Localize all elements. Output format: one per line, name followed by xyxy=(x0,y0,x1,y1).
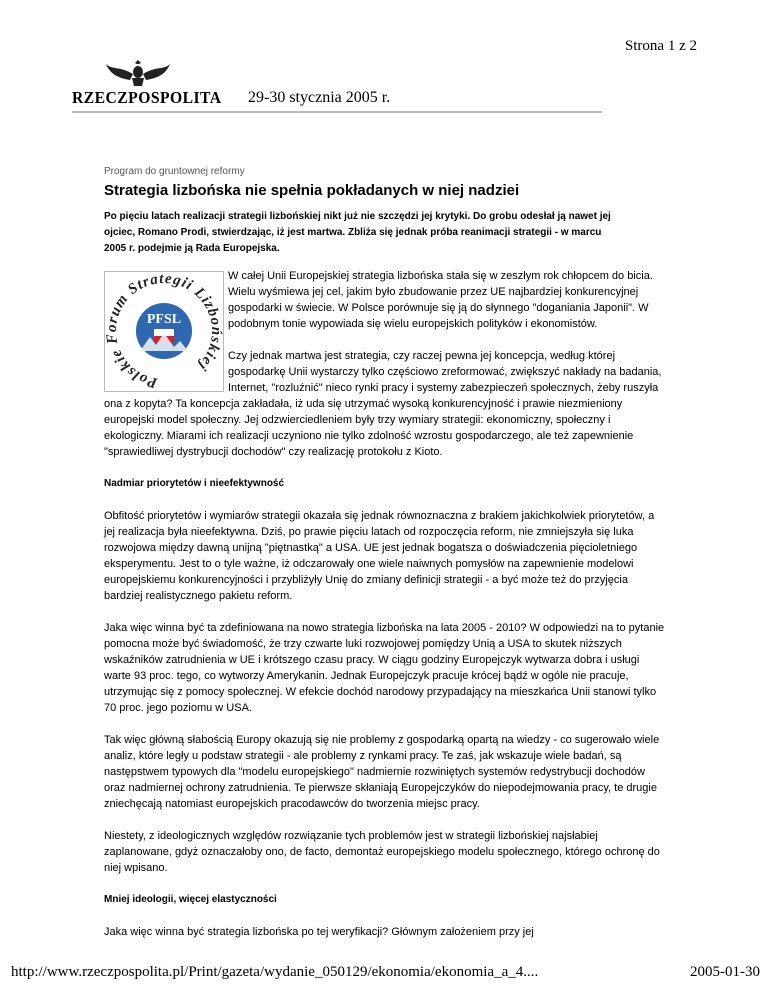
page-number: Strona 1 z 2 xyxy=(624,38,697,54)
article-paragraph: W całej Unii Europejskiej strategia lizbońska stała się w zeszłym rok chłopcem do bicia. Wielu wyśmiewa jej cel, jakim było zbudowanie przez UE najbardziej konkurencyjnej gospodarki w świecie. W Polsce porównuje się ją do słynnego "doganiania Japonii". W podobnym tonie wypowiada się wielu europejskich polityków i ekonomistów. xyxy=(228,270,653,330)
article-paragraph: Czy jednak martwa jest strategia, czy raczej pewna jej koncepcja, według której gospodarkę Unii wystarczy tylko częściowo zreformować, zwiększyć nakłady na badania, Internet, "rozluźnić" nieco rynki pracy i systemy zabezpieczeń społecznych, żeby ruszyła ona z kopyta? Ta koncepcja zakładała, iż uda się utrzymać wysoką konkurencyjność i prawie niezmieniony europejski model społeczny. Jej odzwierciedleniem były trzy wymiary strategii: ekonomiczny, społeczny i ekologiczny. Miarami ich realizacji uczyniono nie tylko zdolność wzrostu gospodarczego, ale też zapewnienie "sprawiedliwej dystrybucji dochodów" czy realizację protokołu z Kioto. xyxy=(104,350,662,458)
masthead xyxy=(72,60,602,116)
article-body xyxy=(104,268,668,956)
article-paragraph: Tak więc główną słabością Europy okazują się nie problemy z gospodarką opartą na wiedzy - co sugerowało wiele analiz, które legły u podstaw strategii - ale problemy z rynkami pracy. Te zaś, jak wskazuje wiele badań, są następstwem typowych dla "modelu europejskiego" nadmiernie rozwiniętych systemów redystrybucji dochodów oraz nadmiernej ochrony zatrudnienia. Te pierwsze skłaniają Europejczyków do niepodejmowania pracy, te drugie zniechęcają natomiast europejskich pracodawców do tworzenia miejsc pracy. xyxy=(104,734,660,810)
article-paragraph: Niestety, z ideologicznych względów rozwiązanie tych problemów jest w strategii lizbońskiej najsłabiej zaplanowane, gdyż oznaczałoby ono, de facto, demontaż europejskiego modelu społecznego, którego ochronę do niej wpisano. xyxy=(104,830,660,874)
edition-date: 29-30 stycznia 2005 r. xyxy=(248,89,391,106)
article-paragraph: Obfitość priorytetów i wymiarów strategii okazała się jednak równoznaczna z brakiem jakichkolwiek priorytetów, a jej realizacja była nieefektywna. Dziś, po prawie pięciu latach od rozpoczęcia reform, nie zmniejszyła się luka rozwojowa między dawną unijną "piętnastką" a USA. UE jest jednak bogatsza o doświadczenia pięcioletniego eksperymentu. Jest to o tyle ważne, iż odczarowały one wiele naiwnych pomysłów na zapewnienie modelowi europejskiemu konkurencyjności i przybliżyły Unię do zmiany definicji strategii - a być może też do przyjęcia bardziej realistycznego pakietu reform. xyxy=(104,510,655,602)
print-date: 2005-01-30 xyxy=(690,964,760,980)
pfsl-center-text: PFSL xyxy=(146,312,182,327)
article-paragraph: Jaka więc winna być ta zdefiniowana na nowo strategia lizbońska na lata 2005 - 2010? W odpowiedzi na to pytanie pomocna może być świadomość, że trzy czwarte luki rozwojowej pomiędzy Unią a USA to skutek niższych wskaźników zatrudnienia w UE i krótszego czasu pracy. W ciągu godziny Europejczyk wytwarza dobra i usługi warte 93 proc. tego, co wytworzy Amerykanin. Jednak Europejczyk pracuje krócej bądź w ogóle nie pracuje, utrzymując się z pomocy społecznej. W efekcie dochód narodowy przypadający na mieszkańca Unii stanowi tylko 70 proc. jego poziomu w USA. xyxy=(104,622,665,714)
source-url: http://www.rzeczpospolita.pl/Print/gazeta/wydanie_050129/ekonomia/ekonomia_a_4.... xyxy=(11,964,539,980)
article-paragraph: Jaka więc winna być strategia lizbońska po tej weryfikacji? Głównym założeniem przy jej xyxy=(104,926,534,938)
pfsl-forum-logo xyxy=(104,271,224,392)
pfsl-ring-text: Polskie Forum Strategii Lizbońskiej xyxy=(104,271,224,391)
header-divider xyxy=(72,111,602,113)
section-heading: Mniej ideologii, więcej elastyczności xyxy=(104,894,277,905)
article-lead: Po pięciu latach realizacji strategii lizbońskiej nikt już nie szczędzi jej krytyki. Do grobu odesłał ją nawet jej ojciec, Romano Prodi, stwierdzając, iż jest martwa. Zbliża się jednak próba reanimacji strategii - w marcu 2005 r. podejmie ją Rada Europejska. xyxy=(104,211,611,254)
article-title: Strategia lizbońska nie spełnia pokładanych w niej nadziei xyxy=(104,182,520,199)
masthead-logo-text: RZECZPOSPOLITA xyxy=(72,88,222,107)
section-heading: Nadmiar priorytetów i nieefektywność xyxy=(104,478,285,489)
article-kicker: Program do gruntownej reformy xyxy=(104,166,245,177)
